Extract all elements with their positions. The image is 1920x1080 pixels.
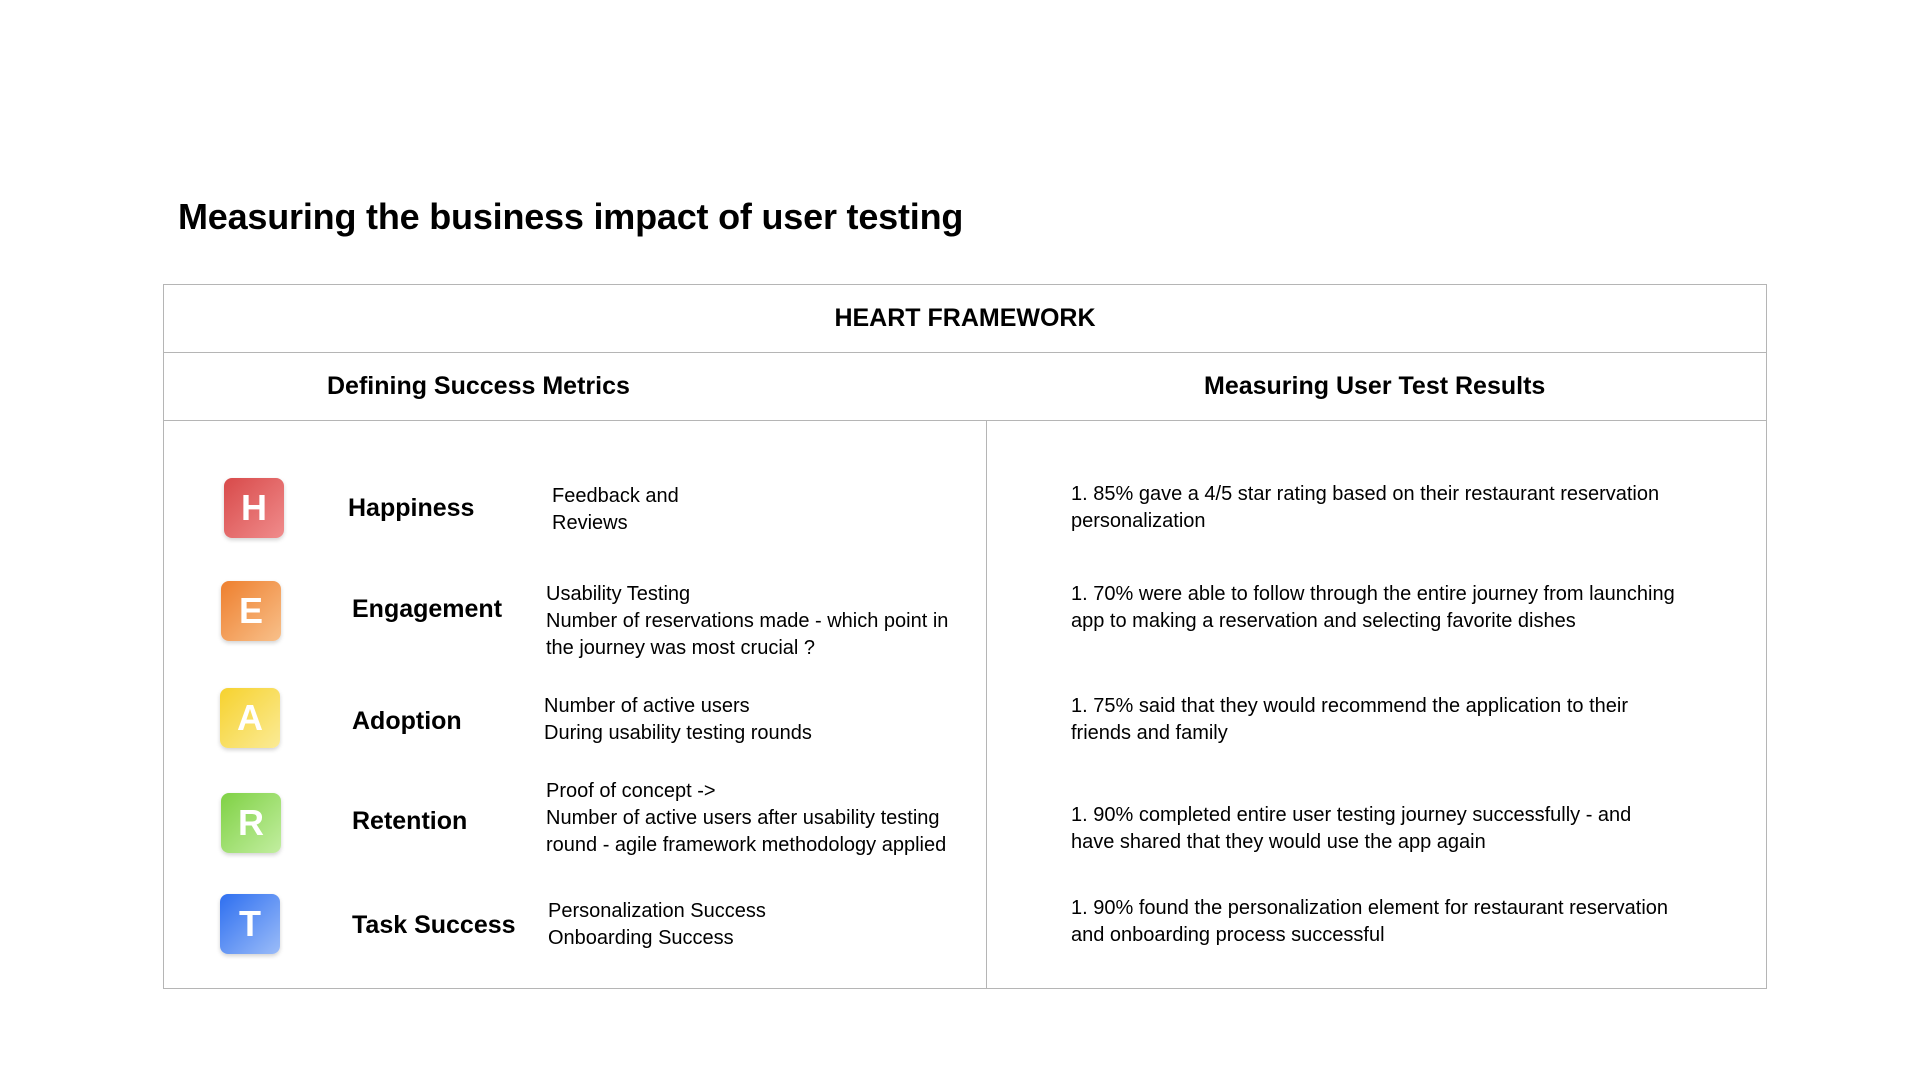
heart-framework-table bbox=[163, 284, 1767, 989]
framework-title: HEART FRAMEWORK bbox=[164, 285, 1766, 353]
left-column-header: Defining Success Metrics bbox=[327, 372, 630, 400]
column-divider bbox=[986, 421, 987, 989]
task-success-letter-badge: T bbox=[220, 894, 280, 954]
metric-description-engagement: Usability Testing Number of reservations made - which point in the journey was most crucial ? bbox=[546, 583, 949, 659]
result-adoption: 1. 75% said that they would recommend the application to their friends and family bbox=[1071, 695, 1628, 744]
result-happiness: 1. 85% gave a 4/5 star rating based on their restaurant reservation personalization bbox=[1071, 483, 1660, 532]
metric-name-retention: Retention bbox=[352, 807, 468, 835]
column-headers bbox=[164, 353, 1766, 421]
metric-name-task-success: Task Success bbox=[352, 911, 516, 939]
result-task-success: 1. 90% found the personalization element for restaurant reservation and onboarding process successful bbox=[1071, 897, 1669, 946]
happiness-letter-badge: H bbox=[224, 478, 284, 538]
metric-name-adoption: Adoption bbox=[352, 707, 462, 735]
metric-description-task-success: Personalization Success Onboarding Success bbox=[548, 900, 766, 949]
engagement-letter-badge: E bbox=[221, 581, 281, 641]
metric-description-retention: Proof of concept -> Number of active users after usability testing round - agile framework methodology applied bbox=[546, 780, 947, 856]
page-title: Measuring the business impact of user testing bbox=[178, 196, 964, 237]
result-engagement: 1. 70% were able to follow through the entire journey from launching app to making a reservation and selecting favorite dishes bbox=[1071, 583, 1675, 632]
result-retention: 1. 90% completed entire user testing journey successfully - and have shared that they would use the app again bbox=[1071, 804, 1632, 853]
right-column-header: Measuring User Test Results bbox=[1204, 372, 1546, 400]
retention-letter-badge: R bbox=[221, 793, 281, 853]
adoption-letter-badge: A bbox=[220, 688, 280, 748]
metric-name-happiness: Happiness bbox=[348, 494, 475, 522]
metric-description-happiness: Feedback and Reviews bbox=[552, 485, 679, 534]
metric-description-adoption: Number of active users During usability testing rounds bbox=[544, 695, 812, 744]
metric-name-engagement: Engagement bbox=[352, 595, 503, 623]
